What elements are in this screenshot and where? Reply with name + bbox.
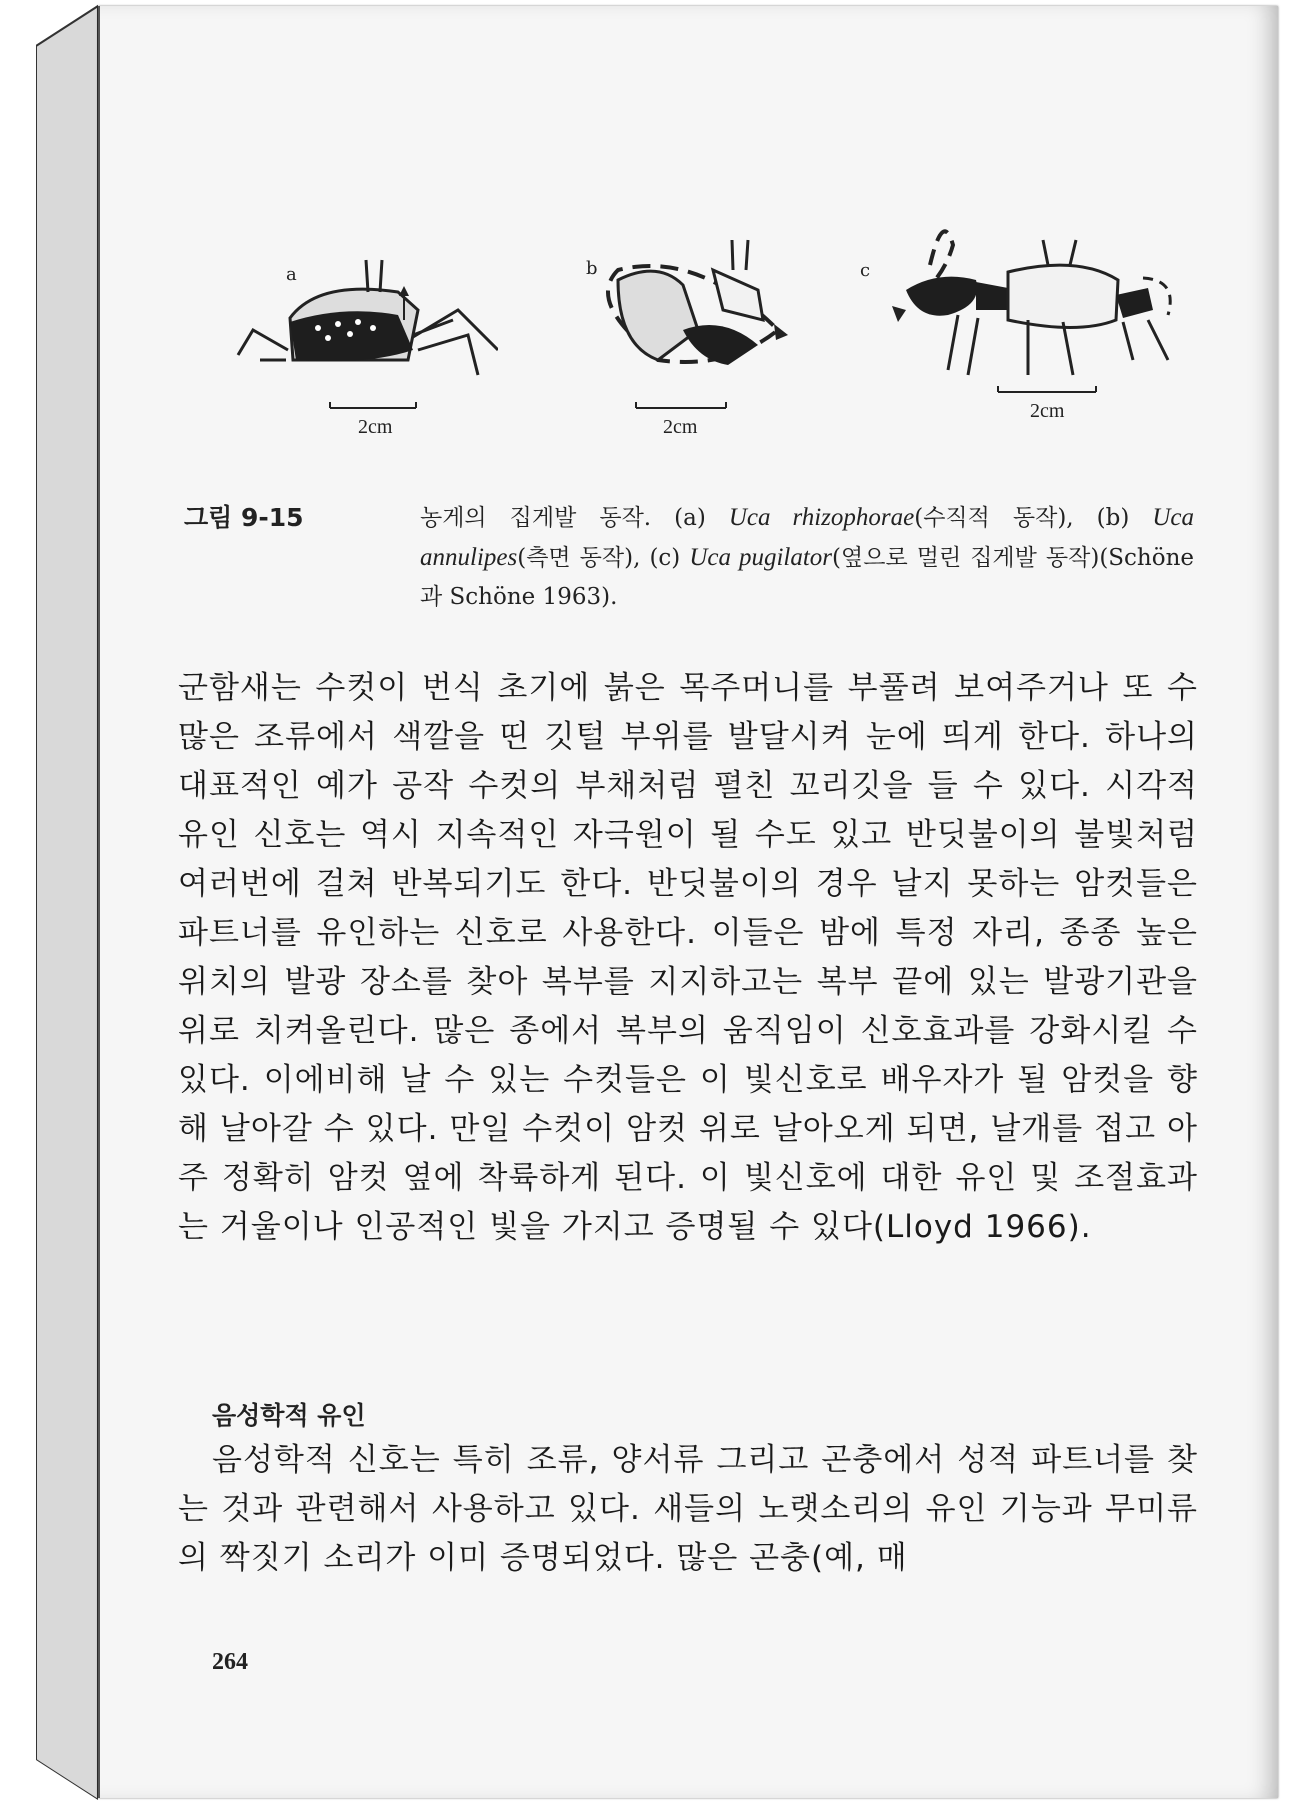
caption-text-4: (옆으로 멀린 집게발 동작)(Schöne과 Schöne 1963). <box>420 545 1195 610</box>
book-spine-graphic <box>36 0 98 1806</box>
scale-label-b: 2cm <box>663 416 698 438</box>
scale-label-c: 2cm <box>1030 400 1065 422</box>
book-spine <box>36 0 98 1806</box>
crab-claw-figure <box>168 210 1198 470</box>
panel-b-letter: b <box>586 258 598 279</box>
figure-caption <box>184 498 1194 617</box>
figure-panel-c <box>858 210 1198 470</box>
scale-label-a: 2cm <box>358 416 393 438</box>
caption-text-1: 농게의 집게발 동작. (a) <box>420 505 729 531</box>
body-paragraph-2: 음성학적 신호는 특히 조류, 양서류 그리고 곤충에서 성적 파트너를 찾는 것과 관련해서 사용하고 있다. 새들의 노랫소리의 유인 기능과 무미류의 짝짓기 소리가 이미 증명되었다. 많은 곤충(예, 매 <box>178 1442 1198 1576</box>
figure-panel-b <box>508 210 828 470</box>
caption-species-a: Uca rhizophorae <box>728 504 915 531</box>
crab-c-illustration <box>858 210 1198 470</box>
page-number: 264 <box>212 1649 248 1675</box>
caption-label: 그림 9-15 <box>184 503 304 532</box>
panel-a-letter: a <box>286 264 297 285</box>
caption-text-3: (측면 동작), (c) <box>517 545 690 571</box>
section-heading: 음성학적 유인 <box>212 1401 366 1430</box>
caption-text-2: (수직적 동작), (b) <box>914 505 1153 531</box>
crab-a-illustration <box>168 210 498 470</box>
caption-species-c: Uca pugilator <box>689 544 833 571</box>
caption-body <box>420 498 1194 617</box>
figure-panel-a <box>168 210 498 470</box>
panel-c-letter: c <box>860 260 871 281</box>
body-paragraph-1: 군함새는 수컷이 번식 초기에 붉은 목주머니를 부풀려 보여주거나 또 수많은 조류에서 색깔을 띤 깃털 부위를 발달시켜 눈에 띄게 한다. 하나의 대표적인 예가 공작 수컷의 부채처럼 펼친 꼬리깃을 들 수 있다. 시각적 유인 신호는 역시 지속적인 자극원이 될 수도 있고 반딧불이의 불빛처럼 여러번에 걸쳐 반복되기도 한다. 반딧불이의 경우 날지 못하는 암컷들은 파트너를 유인하는 신호로 사용한다. 이들은 밤에 특정 자리, 종종 높은 위치의 발광 장소를 찾아 복부를 지지하고는 복부 끝에 있는 발광기관을 위로 치켜올린다. 많은 종에서 복부의 움직임이 신호효과를 강화시킬 수 있다. 이에비해 날 수 있는 수컷들은 이 빛신호로 배우자가 될 암컷을 향해 날아갈 수 있다. 만일 수컷이 암컷 위로 날아오게 되면, 날개를 접고 아주 정확히 암컷 옆에 착륙하게 된다. 이 빛신호에 대한 유인 및 조절효과는 거울이나 인공적인 빛을 가지고 증명될 수 있다(Lloyd 1966). <box>178 670 1198 1245</box>
caption-species-b: Uca annulipes <box>420 504 1194 571</box>
